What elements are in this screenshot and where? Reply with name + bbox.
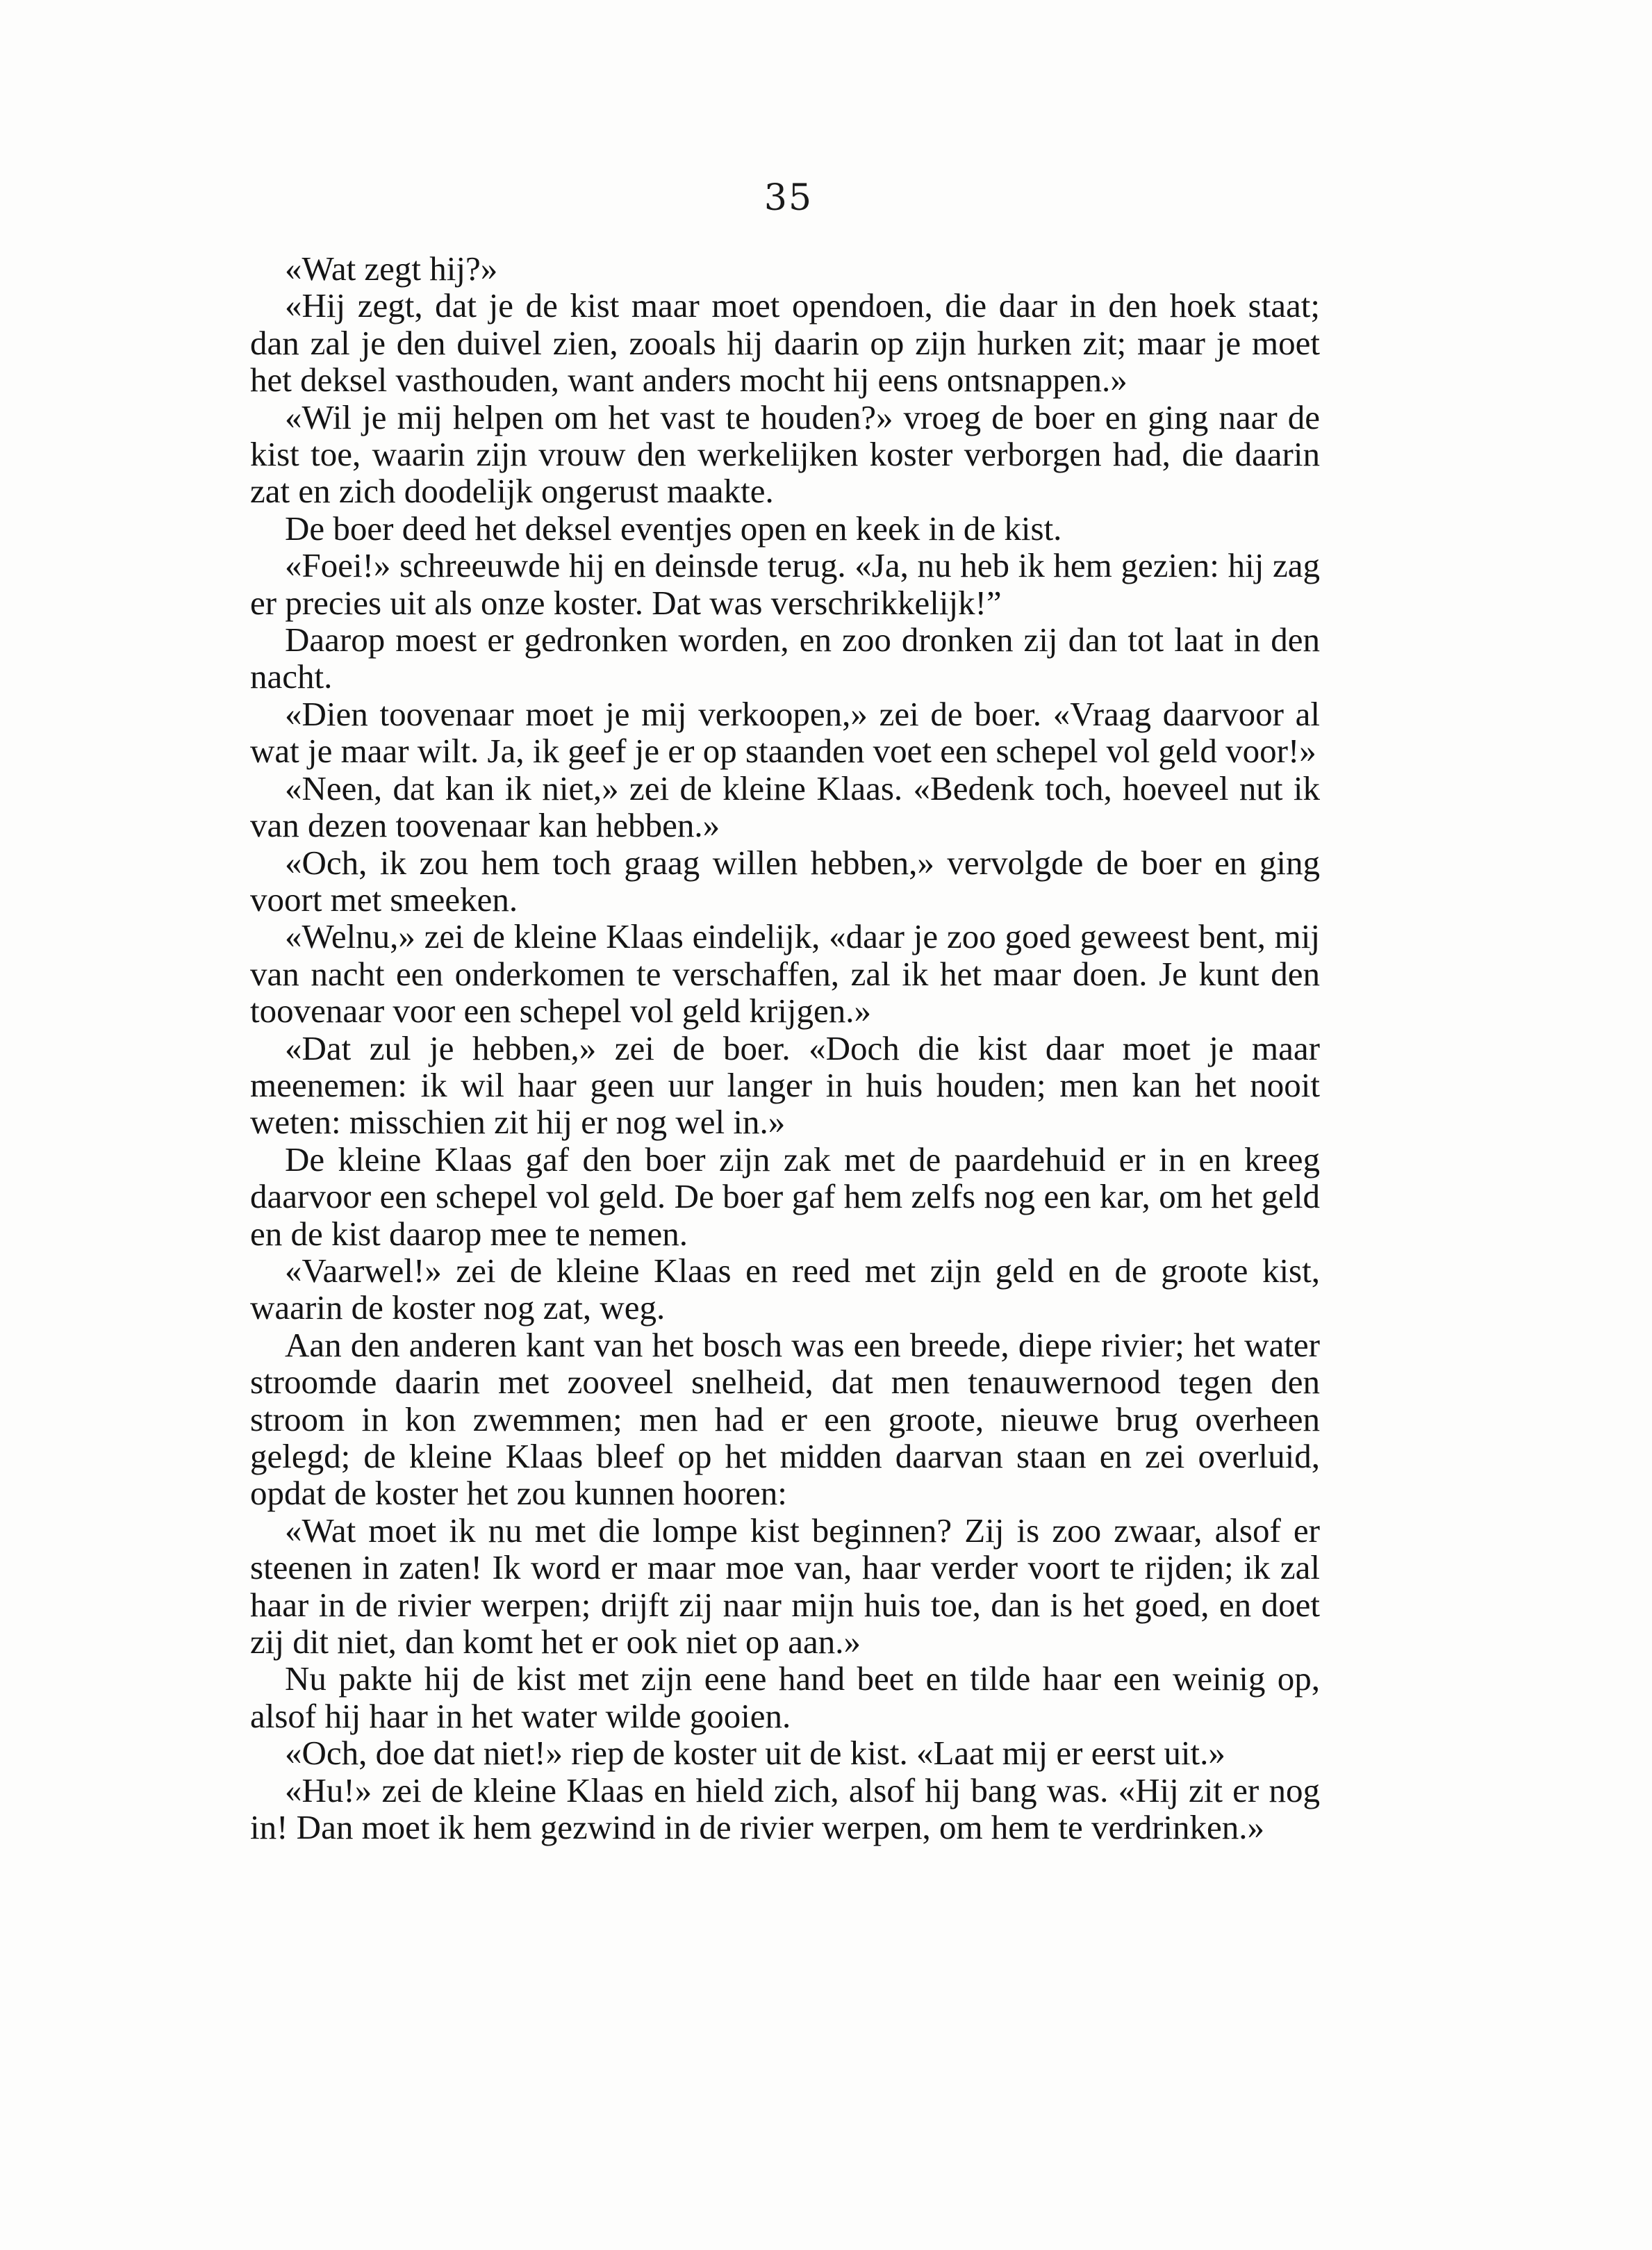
page-number: 35 [763,177,813,219]
body-text [250,250,1320,1846]
paragraph: «Och, ik zou hem toch graag willen hebben,» vervolgde de boer en ging voort met smeeken. [250,843,1320,919]
paragraph: «Hij zegt, dat je de kist maar moet opendoen, die daar in den hoek staat; dan zal je den duivel zien, zooals hij daarin op zijn hurken zit; maar je moet het deksel vasthouden, want anders mocht hij eens ontsnappen.» [250,286,1320,400]
paragraph: «Och, doe dat niet!» riep de koster uit de kist. «Laat mij er eerst uit.» [285,1734,1225,1773]
paragraph: «Hu!» zei de kleine Klaas en hield zich, alsof hij bang was. «Hij zit er nog in! Dan moet ik hem gezwind in de rivier werpen, om hem te verdrinken.» [250,1771,1320,1847]
paragraph: «Neen, dat kan ik niet,» zei de kleine Klaas. «Bedenk toch, hoeveel nut ik van dezen toovenaar kan hebben.» [250,769,1320,845]
paragraph: «Wil je mij helpen om het vast te houden?» vroeg de boer en ging naar de kist toe, waarin zijn vrouw den werkelijken koster verborgen had, die daarin zat en zich doodelijk ongerust maakte. [250,397,1320,511]
paragraph: De kleine Klaas gaf den boer zijn zak met de paardehuid er in en kreeg daarvoor een schepel vol geld. De boer gaf hem zelfs nog een kar, om het geld en de kist daarop mee te nemen. [250,1140,1320,1253]
paragraph: Aan den anderen kant van het bosch was een breede, diepe rivier; het water stroomde daarin met zooveel snelheid, dat men tenauwernood tegen den stroom in kon zwemmen; men had er een groote, nieuwe brug overheen gelegd; de kleine Klaas bleef op het midden daarvan staan en zei overluid, opdat de koster het zou kunnen hooren: [250,1325,1320,1513]
paragraph: De boer deed het deksel eventjes open en keek in de kist. [285,509,1062,548]
paragraph: Daarop moest er gedronken worden, en zoo dronken zij dan tot laat in den nacht. [250,621,1320,696]
paragraph: «Welnu,» zei de kleine Klaas eindelijk, «daar je zoo goed geweest bent, mij van nacht een onderkomen te verschaffen, zal ik het maar doen. Je kunt den toovenaar voor een schepel vol geld krijgen.» [250,917,1320,1030]
paragraph: «Vaarwel!» zei de kleine Klaas en reed met zijn geld en de groote kist, waarin de koster nog zat, weg. [250,1251,1320,1327]
paragraph: «Wat moet ik nu met die lompe kist beginnen? Zij is zoo zwaar, alsof er steenen in zaten! Ik word er maar moe van, haar verder voort te rijden; ik zal haar in de rivier werpen; drijft zij naar mijn huis toe, dan is het goed, en doet zij dit niet, dan komt het er ook niet op aan.» [250,1511,1320,1661]
paragraph: «Dien toovenaar moet je mij verkoopen,» zei de boer. «Vraag daarvoor al wat je maar wilt. Ja, ik geef je er op staanden voet een schepel vol geld voor!» [250,694,1320,771]
paragraph: «Foei!» schreeuwde hij en deinsde terug. «Ja, nu heb ik hem gezien: hij zag er precies uit als onze koster. Dat was verschrikkelijk!” [250,546,1320,622]
paragraph: «Dat zul je hebben,» zei de boer. «Doch die kist daar moet je maar meenemen: ik wil haar geen uur langer in huis houden; men kan het nooit weten: misschien zit hij er nog wel in.» [250,1028,1320,1142]
paragraph: «Wat zegt hij?» [285,249,498,288]
paragraph: Nu pakte hij de kist met zijn eene hand beet en tilde haar een weinig op, alsof hij haar in het water wilde gooien. [250,1659,1320,1735]
